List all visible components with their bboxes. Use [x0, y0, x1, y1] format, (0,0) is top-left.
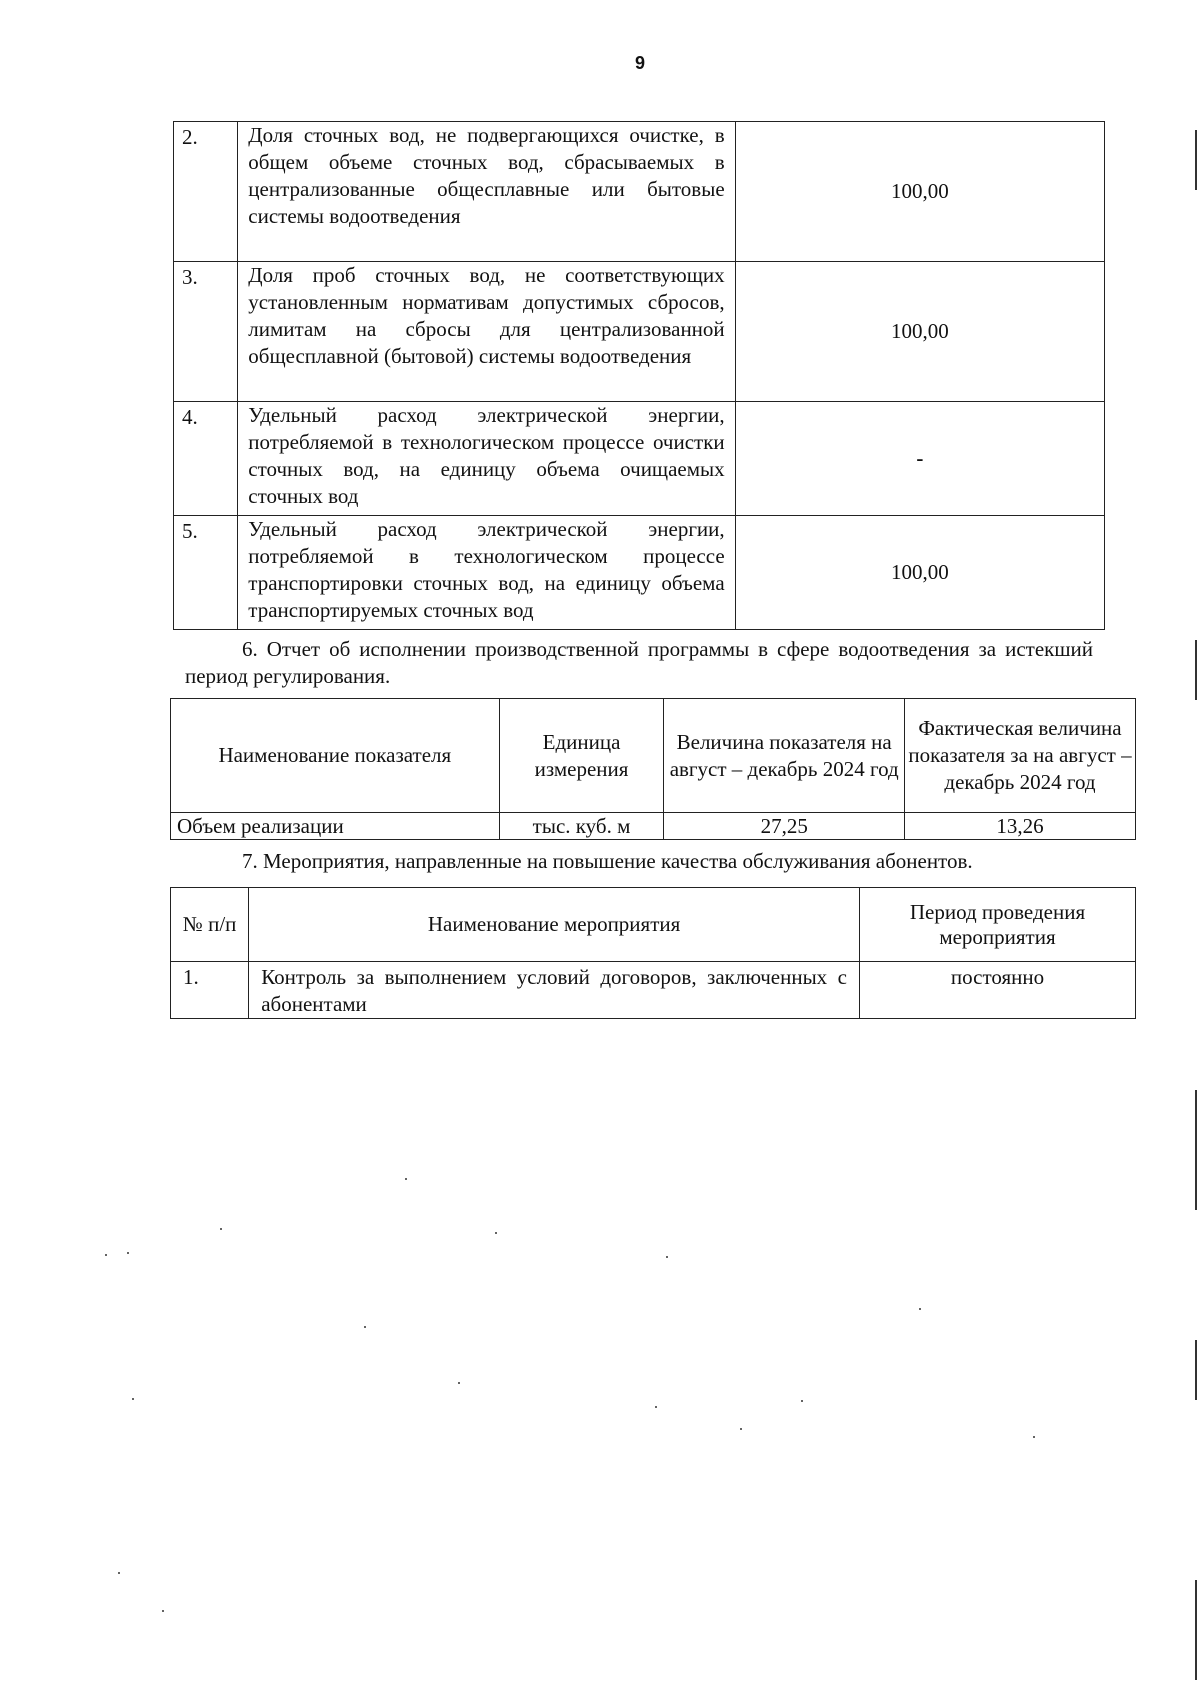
scan-speck [458, 1382, 460, 1384]
scan-speck [220, 1228, 222, 1230]
indicator-name: Удельный расход электрической энергии, потребляемой в технологическом процессе очистки сточных вод, на единицу объема очищаемых сточных вод [238, 402, 735, 516]
scan-speck [655, 1406, 657, 1408]
table-row [174, 122, 1105, 262]
header-number: № п/п [171, 888, 249, 962]
indicators-table [173, 121, 1105, 630]
scan-speck [801, 1400, 803, 1402]
scan-speck [919, 1308, 921, 1310]
header-period: Период проведения мероприятия [859, 888, 1135, 962]
section-6-heading: 6. Отчет об исполнении производственной программы в сфере водоотведения за истекший период регулирования. [185, 637, 1093, 688]
measures-table [170, 887, 1136, 1019]
scan-speck [740, 1428, 742, 1430]
scan-edge-line [1195, 640, 1197, 700]
scan-speck [405, 1178, 407, 1180]
section-7-heading: 7. Мероприятия, направленные на повышение качества обслуживания абонентов. [242, 849, 973, 873]
scan-speck [364, 1326, 366, 1328]
table-row [174, 402, 1105, 516]
table-row [174, 262, 1105, 402]
row-number: 1. [171, 962, 249, 1019]
table-row [171, 813, 1136, 840]
scan-speck [105, 1254, 107, 1256]
unit: тыс. куб. м [499, 813, 664, 840]
indicator-name: Доля проб сточных вод, не соответствующих установленным нормативам допустимых сбросов, лимитам на сбросы для централизованной общесплавной (бытовой) системы водоотведения [238, 262, 735, 402]
scan-edge-line [1195, 130, 1197, 190]
scan-speck [1033, 1436, 1035, 1438]
row-number: 2. [174, 122, 238, 262]
scan-edge-line [1195, 1580, 1197, 1680]
header-actual-value: Фактическая величина показателя за на август – декабрь 2024 год [904, 699, 1135, 813]
indicator-value: 100,00 [735, 262, 1104, 402]
table-header-row [171, 888, 1136, 962]
scan-speck [666, 1256, 668, 1258]
indicator-value: 100,00 [735, 122, 1104, 262]
header-measure-name: Наименование мероприятия [249, 888, 860, 962]
actual-value: 13,26 [904, 813, 1135, 840]
scan-speck [118, 1572, 120, 1574]
indicator-name: Удельный расход электрической энергии, потребляемой в технологическом процессе транспортировки сточных вод, на единицу объема транспортируемых сточных вод [238, 516, 735, 630]
table-row [171, 962, 1136, 1019]
measure-name: Контроль за выполнением условий договоров, заключенных с абонентами [249, 962, 860, 1019]
scan-edge-line [1195, 1340, 1197, 1400]
indicator-value: 100,00 [735, 516, 1104, 630]
header-indicator-name: Наименование показателя [171, 699, 500, 813]
scan-speck [495, 1232, 497, 1234]
scan-speck [127, 1252, 129, 1254]
indicator-name: Доля сточных вод, не подвергающихся очистке, в общем объеме сточных вод, сбрасываемых в централизованные общесплавные или бытовые системы водоотведения [238, 122, 735, 262]
scan-edge-line [1195, 1090, 1197, 1210]
table-header-row [171, 699, 1136, 813]
row-number: 3. [174, 262, 238, 402]
planned-value: 27,25 [664, 813, 905, 840]
scan-speck [162, 1610, 164, 1612]
header-planned-value: Величина показателя на август – декабрь 2024 год [664, 699, 905, 813]
row-number: 4. [174, 402, 238, 516]
indicator-value: - [735, 402, 1104, 516]
table-row [174, 516, 1105, 630]
row-number: 5. [174, 516, 238, 630]
indicator-name: Объем реализации [171, 813, 500, 840]
scan-speck [132, 1398, 134, 1400]
page-number: 9 [634, 53, 645, 73]
production-report-table [170, 698, 1136, 840]
header-unit: Единица измерения [499, 699, 664, 813]
measure-period: постоянно [859, 962, 1135, 1019]
